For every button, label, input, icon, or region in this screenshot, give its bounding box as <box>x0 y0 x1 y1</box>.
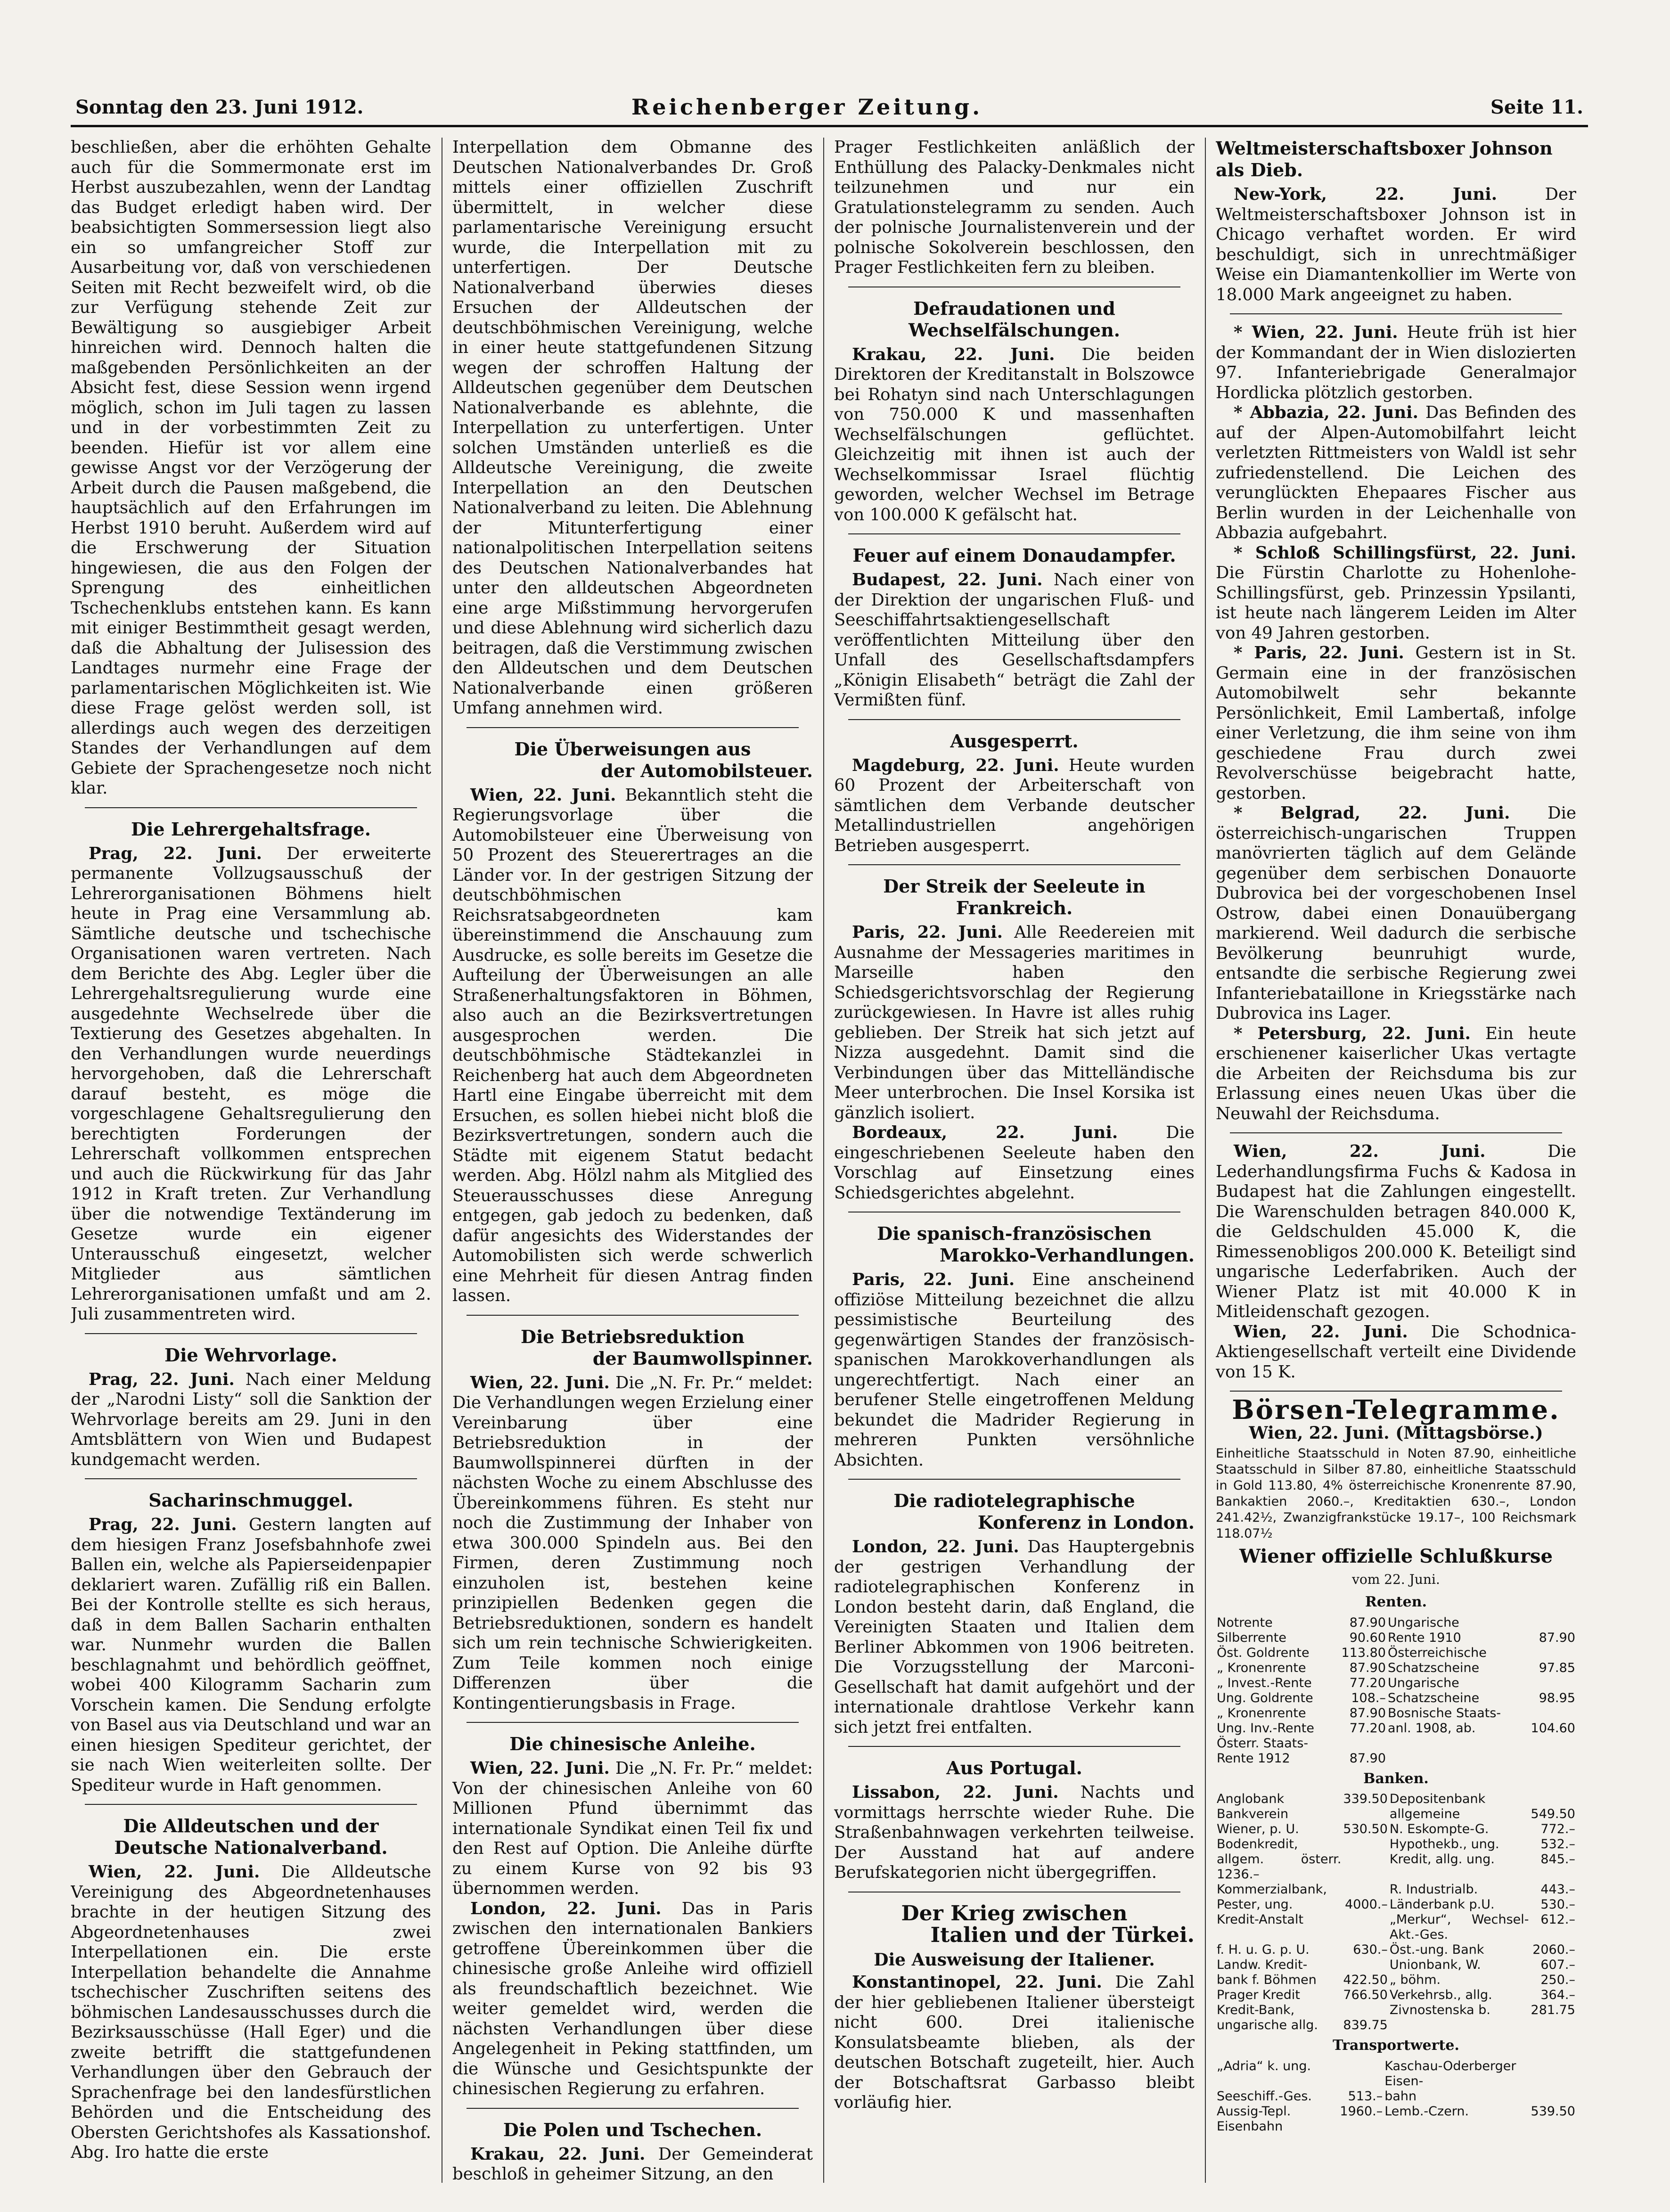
article-text: Der Gemeinderat beschloß in geheimer Sitzung, an den <box>452 2144 813 2184</box>
dateline: Paris, 22. Juni. <box>852 1270 1015 1289</box>
security-name: Ung. Inv.-Rente <box>1217 1720 1314 1736</box>
dateline: Wien, 22. Juni. <box>1234 1142 1486 1161</box>
dateline: Wien, 22. Juni. <box>470 1373 610 1393</box>
security-name: R. Industrialb. <box>1389 1882 1478 1897</box>
security-name: Wiener, p. U. <box>1217 1822 1299 1836</box>
article-marokko <box>834 1223 1195 1470</box>
security-price: 4000.– <box>1345 1897 1388 1912</box>
dateline: * Belgrad, 22. Juni. <box>1234 803 1510 823</box>
security-name: N. Eskompte-G. <box>1389 1822 1489 1836</box>
security-price <box>1522 1676 1576 1691</box>
security-name: Kredit-Bank, <box>1217 2003 1295 2017</box>
security-name: Kaschau-Oderberger Eisen- <box>1384 2058 1516 2089</box>
rate-row <box>1216 2003 1576 2018</box>
rate-row <box>1216 1988 1576 2003</box>
security-name: anl. 1908, ab. <box>1388 1720 1476 1736</box>
security-price: 113.80 <box>1341 1645 1386 1660</box>
security-price: 766.50 <box>1343 1988 1388 2002</box>
security-name: „ Kronenrente <box>1217 1705 1306 1720</box>
article-headline-line2: Deutsche Nationalverband. <box>114 1837 388 1858</box>
renten-table <box>1216 1615 1576 1766</box>
security-price: 530.50 <box>1343 1822 1388 1836</box>
dateline: Bordeaux, 22. Juni. <box>852 1123 1118 1142</box>
article-text: Das Befinden des auf der Alpen-Automobilfahrt leicht verletzten Rittmeisters von Waldl ist sehr zufriedenstellend. Die Leichen des verunglückten Ehepaares Fischer aus Berlin wurden in der Leichenhalle von Abbazia aufgebahrt. <box>1216 403 1576 542</box>
security-name: allgem. österr. 1236.– <box>1217 1852 1342 1882</box>
article-headline: Ausgesperrt. <box>950 730 1079 752</box>
security-name: „Adria“ k. ung. <box>1217 2058 1311 2073</box>
column-3 <box>834 138 1195 2187</box>
security-price: 339.50 <box>1343 1792 1388 1806</box>
column-separator <box>1205 138 1206 2183</box>
rate-row <box>1216 1706 1576 1721</box>
article-krieg-italien-tuerkei <box>834 1903 1195 2113</box>
dateline: Prag, 22. Juni. <box>89 844 262 863</box>
security-price: 2060.– <box>1532 1942 1575 1957</box>
security-name: Unionbank, W. <box>1389 1958 1481 1972</box>
rate-row <box>1216 1615 1576 1630</box>
article-divider <box>467 727 799 728</box>
security-name: Prager Kredit <box>1217 1988 1300 2002</box>
column-1 <box>71 138 431 2187</box>
security-price <box>1342 2003 1388 2018</box>
article-divider <box>467 1722 799 1723</box>
article-text: Die Fürstin Charlotte zu Hohenlohe-Schillingsfürst, geb. Prinzessin Ypsilanti, ist heute nach längerem Leiden im Alter von 49 Jahren gestorben. <box>1216 563 1576 643</box>
news-brief-list <box>1216 323 1576 1124</box>
dateline: New-York, 22. Juni. <box>1234 185 1498 204</box>
security-price: 607.– <box>1540 1958 1575 1972</box>
security-name: Bankverein <box>1217 1807 1289 1821</box>
rate-row <box>1216 1792 1576 1807</box>
article-text: Das in Paris zwischen den internationalen Bankiers getroffene Übereinkommen über die chinesische große Anleihe wird offiziell als freundschaftlich bezeichnet. Wie weiter gemeldet wird, werden die nächsten Verhandlungen über diese Angelegenheit in Peking stattfinden, um die Wünsche und Gesichtspunkte der chinesischen Regierung zu erfahren. <box>452 1899 813 2098</box>
security-price <box>1522 1646 1576 1661</box>
article-text: Heute wurden 60 Prozent der Arbeiterschaft von sämtlichen dem Verbande deutscher Metallindustriellen angehörigen Betrieben ausgesperrt. <box>834 755 1195 855</box>
article-text: Der Weltmeisterschaftsboxer Johnson ist in Chicago verhaftet worden. Er wird beschuldigt, sich in unrechtmäßiger Weise ein Diamantenkollier im Werte von 18.000 Mark angeeignet zu haben. <box>1216 185 1576 304</box>
security-name: Anglobank <box>1217 1792 1285 1806</box>
rate-row <box>1216 1942 1576 1958</box>
article-text: Nachts und vormittags herrschte wieder Ruhe. Die Straßenbahnwagen verkehrten teilweise. Der Ausstand hat auf andere Berufskategorien nicht übergegriffen. <box>834 1783 1195 1882</box>
article-radiotelegraphie <box>834 1490 1195 1737</box>
security-price: 630.– <box>1353 1942 1388 1957</box>
dateline: Budapest, 22. Juni. <box>852 570 1043 590</box>
article-headline: Die Überweisungen aus <box>514 738 751 760</box>
security-price <box>1522 1706 1576 1721</box>
dateline: Wien, 22. Juni. <box>89 1862 260 1882</box>
security-price: 539.50 <box>1531 2104 1575 2119</box>
security-price <box>1342 1912 1388 1942</box>
article-text: Die Schodnica-Aktiengesellschaft verteilt eine Dividende von 15 K. <box>1216 1322 1576 1382</box>
security-price <box>1522 1736 1576 1751</box>
security-price <box>1530 2089 1577 2104</box>
article-text: Ein heute erschienener kaiserlicher Ukas vertagte die Arbeiten der Reichsduma bis zur Erlassung eines neuen Ukas über die Neuwahl der Reichsduma. <box>1216 1024 1576 1123</box>
rate-row <box>1216 2059 1576 2089</box>
security-price: 281.75 <box>1531 2003 1575 2017</box>
article-polen-tschechen <box>452 2119 813 2185</box>
article-continuation <box>834 138 1195 278</box>
article-text: Nach einer von der Direktion der ungarischen Fluß- und Seeschiffahrtsaktiengesellschaft veröffentlichten Mitteilung über den Unfall des Gesellschaftsdampfers „Königin Elisabeth“ beträgt die Zahl der Vermißten fünf. <box>834 570 1195 710</box>
rates-section-heading: Renten. <box>1365 1594 1427 1610</box>
article-divider <box>848 1479 1180 1480</box>
dateline: * Wien, 22. Juni. <box>1234 323 1398 342</box>
security-price: 532.– <box>1540 1837 1575 1852</box>
rate-row <box>1216 1822 1576 1837</box>
security-price: 549.50 <box>1531 1807 1575 1821</box>
security-price: 97.85 <box>1539 1660 1575 1675</box>
article-text: Die eingeschriebenen Seeleute haben den Vorschlag auf Einsetzung eines Schiedsgerichtes abgelehnt. <box>834 1123 1195 1203</box>
security-name: Österreichische <box>1388 1645 1487 1660</box>
rate-row <box>1216 1691 1576 1706</box>
security-name: „Merkur“, Wechsel-Akt.-Ges. <box>1389 1912 1529 1942</box>
security-price <box>1530 1792 1577 1807</box>
dateline: London, 22. Juni. <box>470 1899 662 1918</box>
security-name: Ungarische <box>1388 1675 1459 1690</box>
article-headline-line2: Italien und der Türkei. <box>930 1923 1195 1947</box>
official-rates-headline: Wiener offizielle Schlußkurse <box>1239 1545 1553 1567</box>
rates-section-heading: Transportwerte. <box>1333 2037 1459 2054</box>
rate-row <box>1216 2104 1576 2134</box>
dateline: Wien, 22. Juni. <box>1234 1322 1408 1342</box>
article-johnson <box>1216 138 1576 305</box>
article-headline-line2: Konferenz in London. <box>977 1512 1195 1533</box>
security-name: Depositenbank <box>1389 1792 1486 1806</box>
security-name: Schatzscheine <box>1388 1660 1480 1675</box>
header-rule <box>71 125 1588 127</box>
dateline: Krakau, 22. Juni. <box>470 2144 646 2164</box>
dateline: Krakau, 22. Juni. <box>852 344 1055 364</box>
article-text: Alle Reedereien mit Ausnahme der Messageries maritimes in Marseille haben den Schiedsgerichtsvorschlag der Regierung zurückgewiesen. In Havre ist alles ruhig geblieben. Der Streik hat sich jetzt auf Nizza ausgedehnt. Damit sind die Verbindungen über das Mittelländische Meer unterbrochen. Die Insel Korsika ist gänzlich isoliert. <box>834 923 1195 1122</box>
security-name: „ Invest.-Rente <box>1217 1675 1312 1690</box>
banken-table <box>1216 1792 1576 2033</box>
rate-row <box>1216 1852 1576 1882</box>
security-price <box>1342 1852 1388 1882</box>
security-price: 443.– <box>1540 1882 1575 1897</box>
rate-row <box>1216 1721 1576 1736</box>
rate-row <box>1216 1630 1576 1646</box>
security-price: 612.– <box>1540 1912 1575 1927</box>
article-subheadline: Die Ausweisung der Italiener. <box>874 1950 1155 1970</box>
article-text: Nach einer Meldung der „Narodni Listy“ soll die Sanktion der Wehrvorlage bereits am 29. Juni in den Amtsblättern von Wien und Budapest kundgemacht werden. <box>71 1369 431 1469</box>
article-headline: Die spanisch-französischen <box>877 1223 1152 1244</box>
security-name <box>1389 2018 1530 2033</box>
rate-row <box>1216 1736 1576 1751</box>
security-name: Notrente <box>1217 1615 1273 1630</box>
article-divider <box>1230 1132 1562 1133</box>
security-price: 250.– <box>1540 1973 1575 1987</box>
column-4 <box>1216 138 1576 2187</box>
security-name: Kommerzialbank, <box>1217 1882 1327 1897</box>
security-price: 513.– <box>1348 2089 1383 2104</box>
article-headline: Sacharinschmuggel. <box>148 1490 353 1511</box>
security-name <box>1387 1751 1522 1766</box>
dateline: Wien, 22. Juni. <box>470 1759 610 1778</box>
issue-date: Sonntag den 23. Juni 1912. <box>75 96 364 118</box>
dateline: Prag, 22. Juni. <box>89 1515 237 1534</box>
article-headline: Die Polen und Tschechen. <box>503 2119 762 2140</box>
security-name: Rente 1910 <box>1388 1630 1461 1645</box>
article-defraudationen <box>834 298 1195 525</box>
security-price: 422.50 <box>1343 1973 1388 1987</box>
article-divider <box>85 1333 417 1334</box>
security-price: 108.– <box>1351 1690 1386 1705</box>
article-seeleute-streik <box>834 876 1195 1203</box>
security-price <box>1342 1882 1388 1897</box>
article-divider <box>848 1746 1180 1747</box>
rate-row <box>1216 1676 1576 1691</box>
security-name: Verkehrsb., allg. <box>1389 1988 1492 2002</box>
security-price: 104.60 <box>1531 1720 1575 1736</box>
article-headline-line2: der Baumwollspinner. <box>592 1347 813 1369</box>
security-price: 364.– <box>1540 1988 1575 2002</box>
article-headline: Weltmeisterschaftsboxer Johnson als Dieb. <box>1216 138 1553 180</box>
article-continuation <box>452 138 813 719</box>
article-text: Die „N. Fr. Pr.“ meldet: Die Verhandlungen wegen Erzielung einer Vereinbarung über eine Betriebsreduktion in der Baumwollspinnerei dürften in der nächsten Woche zu einem Abschlusse des Übereinkommens führen. Es steht nur noch die Zustimmung der Inhaber von etwa 300.000 Spindeln aus. Bei den Firmen, deren Zustimmung noch einzuholen ist, bestehen keine prinzipiellen Bedenken gegen die Betriebsreduktionen, sondern es handelt sich um rein technische Schwierigkeiten. Zum Teile kommen noch einige Differenzen über die Kontingentierungsbasis in Frage. <box>452 1373 813 1713</box>
security-name: „ böhm. <box>1389 1973 1441 1987</box>
article-portugal <box>834 1757 1195 1883</box>
security-price: 772.– <box>1540 1822 1575 1836</box>
security-price: 87.90 <box>1349 1615 1386 1630</box>
article-headline: Der Streik der Seeleute in Frankreich. <box>883 876 1146 918</box>
exchange-text: Einheitliche Staatsschuld in Noten 87.90, einheitliche Staatsschuld in Silber 87.80, einheitliche Staatsschuld in Gold 113.80, 4% österreichische Kronenrente 87.90, Bankaktien 2060.–, Kreditaktien 630.–, London 241.42½, Zwanzigfrankstücke 19.17–, 100 Reichsmark 118.07½ <box>1216 1446 1576 1541</box>
article-headline: Aus Portugal. <box>946 1757 1082 1778</box>
article-headline: Die Betriebsreduktion <box>521 1326 745 1347</box>
article-headline: Feuer auf einem Donaudampfer. <box>852 545 1176 566</box>
security-name: allgemeine <box>1389 1807 1460 1821</box>
article-divider <box>1230 313 1562 314</box>
article-text: Gestern ist in St. Germain eine in der französischen Automobilwelt sehr bekannte Persönlichkeit, Emil Lambertaß, infolge einer Verletzung, die ihm seine von ihm geschiedene Frau durch zwei Revolverschüsse beigebracht hatte, gestorben. <box>1216 643 1576 803</box>
article-divider <box>85 1478 417 1479</box>
security-price: 845.– <box>1540 1852 1575 1867</box>
security-name: Kredit, allg. ung. <box>1389 1852 1495 1867</box>
security-price: 98.95 <box>1539 1690 1575 1705</box>
newspaper-title: Reichenberger Zeitung. <box>631 94 983 120</box>
article-text: Prager Festlichkeiten anläßlich der Enthüllung des Palacky-Denkmales nicht teilzunehmen und nur ein Gratulationstelegramm zu senden. Auch der polnische Journalistenverein und der polnische Sokolverein beschlossen, den Prager Festlichkeiten fern zu bleiben. <box>834 138 1195 277</box>
economic-briefs <box>1216 1142 1576 1382</box>
security-name: Seeschiff.-Ges. <box>1217 2089 1312 2104</box>
article-text: Die „N. Fr. Pr.“ meldet: Von der chinesischen Anleihe von 60 Millionen Pfund übernimmt das internationale Syndikat einen Teil fix und den Rest auf Option. Die Anleihe dürfte zu einem Kurse von 92 bis 93 übernommen werden. <box>452 1759 813 1898</box>
security-name: Öst. Goldrente <box>1217 1645 1310 1660</box>
article-text: Eine anscheinend offiziöse Mitteilung bezeichnet die allzu pessimistische Beurteilung des gegenwärtigen Standes der französisch-spanischen Marokkoverhandlungen als ungerechtfertigt. Nach einer an berufener Stelle eingetroffenen Meldung bekundet die Madrider Regierung in mehreren Punkten versöhnliche Absichten. <box>834 1270 1195 1470</box>
article-text: Die Lederhandlungsfirma Fuchs & Kadosa in Budapest hat die Zahlungen eingestellt. Die Warenschulden betragen 840.000 K, die Geldschulden 45.000 K, die Rimessenobligos 200.000 K. Beteiligt sind ungarische Lederfabriken. Auch der Wiener Platz ist mit 40.000 K in Mitleidenschaft gezogen. <box>1216 1142 1576 1321</box>
article-continuation <box>71 138 431 799</box>
security-price <box>1339 2059 1383 2089</box>
dateline: Wien, 22. Juni. <box>470 785 616 805</box>
page-body <box>71 128 1588 2202</box>
article-wehrvorlage <box>71 1344 431 1470</box>
security-name: Bosnische Staats- <box>1388 1705 1501 1720</box>
dateline: * Schloß Schillingsfürst, 22. Juni. <box>1234 543 1576 563</box>
article-headline: Die radiotelegraphische <box>893 1490 1135 1511</box>
article-headline-line2: der Automobilsteuer. <box>601 760 813 781</box>
article-donaudampfer <box>834 545 1195 711</box>
rate-row <box>1216 1837 1576 1852</box>
security-price <box>1530 2018 1577 2033</box>
dateline: * Paris, 22. Juni. <box>1234 643 1404 663</box>
security-price: 77.20 <box>1349 1675 1386 1690</box>
article-headline: Die Alldeutschen und der <box>123 1815 379 1836</box>
security-name: Pester, ung. <box>1217 1897 1293 1912</box>
security-price <box>1342 1958 1388 1973</box>
exchange-dateline: Wien, 22. Juni. (Mittagsbörse.) <box>1249 1423 1543 1443</box>
article-text: beschließen, aber die erhöhten Gehalte auch für die Sommermonate erst im Herbst auszubezahlen, wenn der Landtag das Budget erledigt haben wird. Der beabsichtigten Sommersession liegt also ein so umfangreicher Stoff zur Ausarbeitung vor, daß von verschiedenen Seiten mit Recht bezweifelt wird, ob die zur Verfügung stehende Zeit zur Bewältigung so ausgiebiger Arbeit hinreichen wird. Dennoch halten die maßgebenden Persönlichkeiten an der Absicht fest, diese Session wenn irgend möglich, schon im Juli tagen zu lassen und in der vorbestimmten Zeit zu beenden. Hiefür ist vor allem eine gewisse Angst vor der Verzögerung der Arbeit durch die Pausen maßgebend, die hauptsächlich auf den Erfahrungen im Herbst 1910 beruht. Außerdem wird auf die Erschwerung der Situation hingewiesen, die aus den Folgen der Sprengung des einheitlichen Tschechenklubs entstehen kann. Es kann mit einiger Bestimmtheit gesagt werden, daß die Abhaltung der Julisession des Landtages nurmehr eine Frage der parlamentarischen Möglichkeiten ist. Wie diese Frage gelöst werden soll, ist allerdings auch wegen des derzeitigen Standes der Verhandlungen auf dem Gebiete der Sprachengesetze noch nicht klar. <box>71 138 431 798</box>
dateline: Magdeburg, 22. Juni. <box>852 755 1059 775</box>
rate-row <box>1216 1958 1576 1973</box>
security-name: Rente 1912 <box>1217 1751 1290 1766</box>
security-price <box>1332 1736 1387 1751</box>
article-text: Der erweiterte permanente Vollzugsausschuß der Lehrerorganisationen Böhmens hielt heute in Prag eine Versammlung ab. Sämtliche deutsche und tschechische Organisationen waren vertreten. Nach dem Berichte des Abg. Legler über die Lehrergehaltsregulierung wurde eine ausgedehnte Wechselrede über die Textierung des Gesetzes abgehalten. In den Verhandlungen wurde neuerdings hervorgehoben, daß die Lehrerschaft darauf besteht, es möge die vorgeschlagene Gehaltsregulierung den berechtigten Forderungen der Lehrerschaft vollkommen entsprechen und auch die Rückwirkung für das Jahr 1912 in Kraft treten. Zur Verhandlung über die notwendige Textänderung im Gesetze wurde ein eigener Unterausschuß eingesetzt, welcher Mitglieder aus sämtlichen Lehrerorganisationen umfaßt und am 2. Juli zusammentreten wird. <box>71 844 431 1324</box>
column-separator <box>823 138 824 2183</box>
security-price: 77.20 <box>1349 1720 1386 1736</box>
security-price <box>1342 1837 1388 1852</box>
security-name: Kredit-Anstalt <box>1217 1912 1304 1927</box>
security-name: Ung. Goldrente <box>1217 1690 1313 1705</box>
security-price <box>1530 2059 1577 2089</box>
official-rates-date: vom 22. Juni. <box>1352 1571 1440 1587</box>
security-name: ungarische allg. <box>1217 2018 1318 2032</box>
rate-row <box>1216 2089 1576 2104</box>
article-chinesische-anleihe <box>452 1733 813 2099</box>
exchange-headline: Börsen-Telegramme. <box>1232 1394 1560 1426</box>
article-automobilsteuer <box>452 738 813 1306</box>
article-text: Bekanntlich steht die Regierungsvorlage über die Automobilsteuer eine Überweisung von 50 Prozent des Steuerertrages an die Länder vor. In der gestrigen Sitzung der deutschböhmischen Reichsratsabgeordneten kam übereinstimmend die Anschauung zum Ausdrucke, es solle bereits im Gesetze die Aufteilung der Überweisungen an alle Straßenerhaltungsfaktoren in Böhmen, also auch an die Bezirksvertretungen ausgesprochen werden. Die deutschböhmische Städtekanzlei in Reichenberg hat auch dem Abgeordneten Hartl eine Eingabe überreicht mit dem Ersuchen, es sollen hiebei nicht bloß die Bezirksvertretungen, sondern auch die Städte mit eigenem Statut bedacht werden. Abg. Hölzl nahm als Mitglied des Steuerausschusses diese Anregung entgegen, gab jedoch zu bedenken, daß dafür angesichts des Widerstandes der Automobilisten sich werde schwerlich eine Mehrheit für diesen Antrag finden lassen. <box>452 785 813 1305</box>
article-divider <box>467 1315 799 1316</box>
rate-row <box>1216 1912 1576 1942</box>
article-divider <box>848 533 1180 534</box>
article-headline: Der Krieg zwischen <box>901 1901 1128 1925</box>
article-text: Die österreichisch-ungarischen Truppen manövrierten täglich auf dem Gelände gegenüber dem serbischen Donauorte Dubrovica bei der vorgeschobenen Insel Ostrow, dabei einen Donauübergang markierend. Weil dadurch die serbische Bevölkerung beunruhigt wurde, entsandte die serbische Regierung zwei Infanteriebataillone in Kriegsstärke nach Dubrovica ins Lager. <box>1216 803 1576 1023</box>
article-text: Heute früh ist hier der Kommandant der in Wien dislozierten 97. Infanteriebrigade Generalmajor Hordlicka plötzlich gestorben. <box>1216 323 1576 402</box>
security-name: Öst.-ung. Bank <box>1389 1942 1484 1957</box>
security-price: 87.90 <box>1539 1630 1575 1645</box>
article-text: Gestern langten auf dem hiesigen Franz Josefsbahnhofe zwei Ballen ein, welche als Papierseidenpapier deklariert waren. Zufällig riß ein Ballen. Bei der Kontrolle stellte es sich heraus, daß in dem Ballen Sacharin enthalten war. Nunmehr wurden die Ballen beschlagnahmt und behördlich geöffnet, wobei 400 Kilogramm Sacharin zum Vorschein kamen. Die Sendung erfolgte von Basel aus via Deutschland und war an einen hiesigen Spediteur gerichtet, der sie nach Wien weiterleiten sollte. Der Spediteur wurde in Haft genommen. <box>71 1515 431 1795</box>
security-name: Hypothekb., ung. <box>1389 1837 1499 1852</box>
security-price <box>1522 1615 1576 1630</box>
rate-row <box>1216 1882 1576 1897</box>
article-betriebsreduktion <box>452 1326 813 1714</box>
security-name: Schatzscheine <box>1388 1690 1480 1705</box>
article-text: Die Alldeutsche Vereinigung des Abgeordnetenhauses brachte in der heutigen Sitzung des Abgeordnetenhauses zwei Interpellationen ein. Die erste Interpellation behandelte die Annahme tschechischer Zuschriften seitens des böhmischen Landesausschusses durch die Bezirksausschüsse (Hall Eger) und die zweite betrifft die stattgefundenen Verhandlungen über den Gebrauch der Sprachenfrage bei den landesfürstlichen Behörden und die Entscheidung des Obersten Gerichtshofes als Kassationshof. Abg. Iro hatte die erste <box>71 1862 431 2162</box>
dateline: * Abbazia, 22. Juni. <box>1234 403 1418 422</box>
article-divider <box>467 2108 799 2109</box>
security-price: 839.75 <box>1343 2018 1388 2032</box>
transport-table <box>1216 2059 1576 2134</box>
security-name: bank f. Böhmen <box>1217 1973 1317 1987</box>
article-headline: Die chinesische Anleihe. <box>509 1733 756 1754</box>
security-name: Landw. Kredit- <box>1217 1958 1308 1972</box>
dateline: Konstantinopel, 22. Juni. <box>852 1973 1102 1992</box>
article-text: Die Zahl der hier gebliebenen Italiener übersteigt nicht 600. Drei italienische Konsulatsbeamte blieben, als der deutschen Botschaft zugeteilt, hier. Auch der Botschaftsrat Garbasso bleibt vorläufig hier. <box>834 1973 1195 2112</box>
security-price: 530.– <box>1540 1897 1575 1912</box>
dateline: * Petersburg, 22. Juni. <box>1234 1024 1471 1043</box>
security-price: 87.90 <box>1349 1705 1386 1720</box>
article-lehrergehaltsfrage <box>71 819 431 1325</box>
stock-exchange-section <box>1216 1394 1576 2134</box>
security-name: Ungarische <box>1388 1615 1459 1630</box>
security-name: bahn <box>1384 2089 1417 2104</box>
article-divider <box>848 719 1180 720</box>
article-alldeutsche <box>71 1815 431 2163</box>
article-text: Das Hauptergebnis der gestrigen Verhandlung der radiotelegraphischen Konferenz in London besteht darin, daß England, die Vereinigten Staaten und Italien dem Berliner Abkommen von 1906 beitreten. Die Vorzugsstellung der Marconi-Gesellschaft hat damit aufgehört und der internationale drahtlose Verkehr kann sich jetzt frei entfalten. <box>834 1537 1195 1737</box>
article-divider <box>85 1804 417 1805</box>
dateline: Lissabon, 22. Juni. <box>852 1783 1059 1802</box>
rate-row <box>1216 1973 1576 1988</box>
security-price <box>1342 1807 1388 1822</box>
article-text: Interpellation dem Obmanne des Deutschen Nationalverbandes Dr. Groß mittels einer offiziellen Zuschrift übermittelt, in welcher diese parlamentarische Vereinigung ersucht wurde, die Interpellation mit zu unterfertigen. Der Deutsche Nationalverband überwies dieses Ersuchen der Alldeutschen der deutschböhmischen Vereinigung, welche in einer heute stattgefundenen Sitzung wegen der schroffen Haltung der Alldeutschen gegenüber dem Deutschen Nationalverbande es ablehnte, die Interpellation zu unterfertigen. Unter solchen Umständen unterließ es die Alldeutsche Vereinigung, die zweite Interpellation an den Deutschen Nationalverband zu leiten. Die Ablehnung der Mitunterfertigung einer nationalpolitischen Interpellation seitens des Deutschen Nationalverbandes hat unter den alldeutschen Abgeordneten eine arge Mißstimmung hervorgerufen und diese Ablehnung wird sicherlich dazu beitragen, daß die Verstimmung zwischen den Alldeutschen und dem Deutschen Nationalverbande einen größeren Umfang annehmen wird. <box>452 138 813 718</box>
rate-row <box>1216 1661 1576 1676</box>
article-divider <box>848 1212 1180 1213</box>
security-name: Österr. Staats- <box>1217 1736 1309 1751</box>
rate-row <box>1216 2018 1576 2033</box>
security-name <box>1387 1736 1522 1751</box>
security-name: „ Kronenrente <box>1217 1660 1306 1675</box>
security-price <box>1522 1751 1576 1766</box>
dateline: Prag, 22. Juni. <box>89 1369 235 1389</box>
article-headline: Defraudationen und Wechselfälschungen. <box>909 297 1120 341</box>
article-divider <box>85 807 417 808</box>
security-price: 90.60 <box>1349 1630 1386 1645</box>
article-divider <box>848 864 1180 865</box>
article-divider <box>1230 1391 1562 1392</box>
article-text: Die beiden Direktoren der Kreditanstalt in Bolszowce bei Rohatyn sind nach Unterschlagungen von 750.000 K und massenhaften Wechselfälschungen geflüchtet. Gleichzeitig mit ihnen ist auch der Wechselkommissar Israel flüchtig geworden, welcher Wechsel im Betrage von 100.000 K gefälscht hat. <box>834 344 1195 524</box>
article-sacharinschmuggel <box>71 1490 431 1795</box>
security-price: 1960.– <box>1340 2104 1383 2119</box>
security-price: 87.90 <box>1349 1660 1386 1675</box>
rates-section-heading: Banken. <box>1363 1770 1429 1787</box>
rate-row <box>1216 1646 1576 1661</box>
article-ausgesperrt <box>834 730 1195 856</box>
security-name: Zivnostenska b. <box>1389 2003 1490 2017</box>
dateline: Paris, 22. Juni. <box>852 923 1003 942</box>
security-name: f. H. u. G. p. U. <box>1217 1942 1310 1957</box>
dateline: London, 22. Juni. <box>852 1537 1019 1557</box>
article-headline: Die Lehrergehaltsfrage. <box>131 818 371 840</box>
page-header <box>75 90 1583 123</box>
security-name: Lemb.-Czern. <box>1384 2104 1469 2119</box>
security-name: Bodenkredit, <box>1217 1837 1298 1852</box>
page-number: Seite 11. <box>1490 96 1583 118</box>
security-price: 87.90 <box>1349 1751 1386 1766</box>
article-headline: Die Wehrvorlage. <box>164 1344 337 1366</box>
column-2 <box>452 138 813 2187</box>
security-name: Silberrente <box>1217 1630 1286 1645</box>
rate-row <box>1216 1751 1576 1766</box>
article-headline-line2: Marokko-Verhandlungen. <box>940 1245 1195 1266</box>
rate-row <box>1216 1807 1576 1822</box>
rate-row <box>1216 1897 1576 1912</box>
security-name: Aussig-Tepl. Eisenbahn <box>1217 2104 1291 2134</box>
security-name: Länderbank p.U. <box>1389 1897 1495 1912</box>
